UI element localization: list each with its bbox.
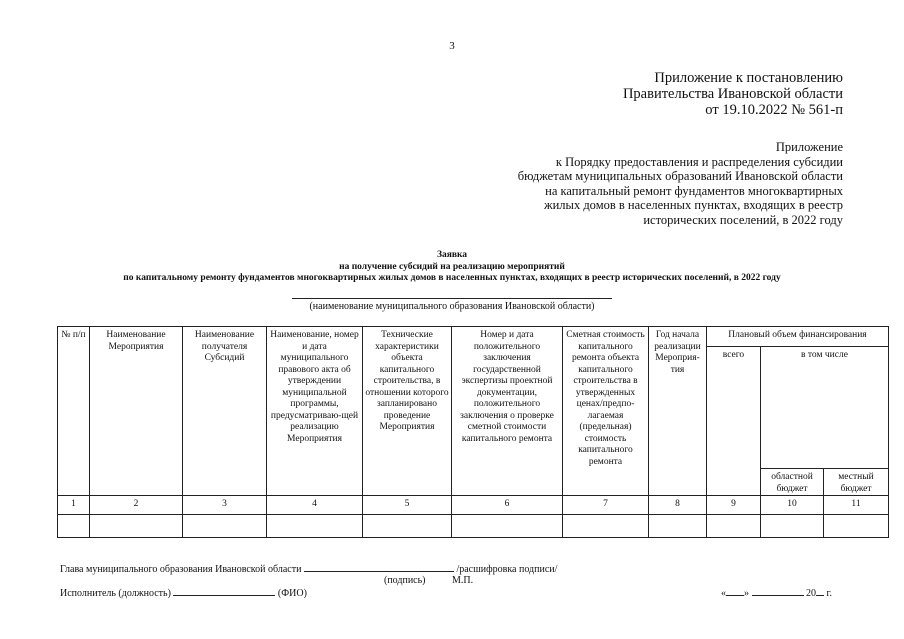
- appendix-line-2: к Порядку предоставления и распределения субсидии: [555, 154, 843, 169]
- blank-cell: [707, 515, 761, 538]
- resolution-line-2: Правительства Ивановской области: [622, 86, 843, 102]
- header-planned-financing: Плановый объем финансирования: [707, 327, 889, 347]
- seal-label: М.П.: [452, 575, 474, 586]
- column-number: 9: [707, 496, 761, 515]
- header-total: всего: [707, 347, 761, 496]
- title-line-1: Заявка: [436, 250, 468, 260]
- appendix-line-6: исторических поселений, в 2022 году: [643, 212, 843, 227]
- column-number: 3: [183, 496, 267, 515]
- header-local-budget: местный бюджет: [824, 469, 889, 496]
- header-start-year: Год начала реализации Мероприя-тия: [649, 327, 707, 496]
- resolution-line-1: Приложение к постановлению: [654, 70, 843, 86]
- head-label: Глава муниципального образования Ивановской области: [60, 564, 302, 575]
- page-number: 3: [449, 40, 455, 52]
- executor-line: [60, 586, 307, 600]
- decoding-label: /расшифровка подписи/: [456, 564, 558, 575]
- blank-cell: [761, 515, 824, 538]
- appendix-line-5: жилых домов в населенных пунктах, входящих в реестр: [543, 198, 843, 212]
- appendix-line-1: Приложение: [775, 140, 843, 154]
- header-including: в том числе: [761, 347, 889, 469]
- signature-caption: (подпись): [384, 575, 426, 586]
- header-estimated-cost: Сметная стоимость капитального ремонта объекта капитального строительства в утвержденных ценах/предпо-лагаемая (предельная) стоимость капитального ремонта: [563, 327, 649, 496]
- executor-blank: [173, 586, 275, 596]
- blank-cell: [563, 515, 649, 538]
- blank-cell: [363, 515, 452, 538]
- date-line: [721, 586, 832, 600]
- title-line-2: на получение субсидий на реализацию мероприятий: [339, 261, 565, 272]
- title-line-3: по капитальному ремонту фундаментов многоквартирных жилых домов в населенных пунктах, входящих в реестр исторических поселений, в 2022 году: [123, 273, 781, 283]
- blank-cell: [452, 515, 563, 538]
- blank-cell: [58, 515, 90, 538]
- blank-cell: [267, 515, 363, 538]
- blank-cell: [824, 515, 889, 538]
- signature-blank: [304, 562, 454, 572]
- column-number: 7: [563, 496, 649, 515]
- appendix-line-4: на капитальный ремонт фундаментов многоквартирных: [545, 183, 843, 198]
- column-number: 1: [58, 496, 90, 515]
- appendix-header: [518, 140, 843, 227]
- year-prefix: 20: [806, 588, 816, 599]
- appendix-line-3: бюджетам муниципальных образований Ивановской области: [517, 169, 843, 183]
- column-number: 6: [452, 496, 563, 515]
- header-num: № п/п: [58, 327, 90, 496]
- header-recipient: Наименование получателя Субсидий: [183, 327, 267, 496]
- header-regional-budget: областной бюджет: [761, 469, 824, 496]
- column-number: 2: [90, 496, 183, 515]
- header-measure-name: Наименование Мероприятия: [90, 327, 183, 496]
- column-number: 11: [824, 496, 889, 515]
- column-number: 5: [363, 496, 452, 515]
- date-open-quote: «: [721, 588, 726, 599]
- year-blank: [816, 586, 824, 596]
- date-close-quote: »: [744, 588, 749, 599]
- fio-label: (ФИО): [277, 588, 307, 599]
- year-suffix: г.: [824, 588, 832, 599]
- header-expertise: Номер и дата положительного заключения государственной экспертизы проектной документации, положительного заключения о проверке сметной стоимости капитального ремонта: [452, 327, 563, 496]
- blank-cell: [90, 515, 183, 538]
- column-number: 8: [649, 496, 707, 515]
- column-number: 4: [267, 496, 363, 515]
- blank-cell: [649, 515, 707, 538]
- header-tech-specs: Технические характеристики объекта капитального строительства, в отношении которого запланировано проведение Мероприятия: [363, 327, 452, 496]
- document-title: [0, 250, 904, 285]
- header-legal-act: Наименование, номер и дата муниципального правового акта об утверждении муниципальной программы, предусматриваю-щей реализацию Мероприятия: [267, 327, 363, 496]
- municipality-caption: (наименование муниципального образования Ивановской области): [292, 298, 612, 312]
- resolution-line-3: от 19.10.2022 № 561-п: [705, 102, 843, 118]
- day-blank: [726, 586, 744, 596]
- application-table: [57, 326, 889, 538]
- blank-cell: [183, 515, 267, 538]
- column-number: 10: [761, 496, 824, 515]
- month-blank: [752, 586, 804, 596]
- table-row: [58, 515, 889, 538]
- executor-label: Исполнитель (должность): [60, 588, 171, 599]
- resolution-header: [623, 70, 843, 118]
- head-signature-line: [60, 562, 557, 576]
